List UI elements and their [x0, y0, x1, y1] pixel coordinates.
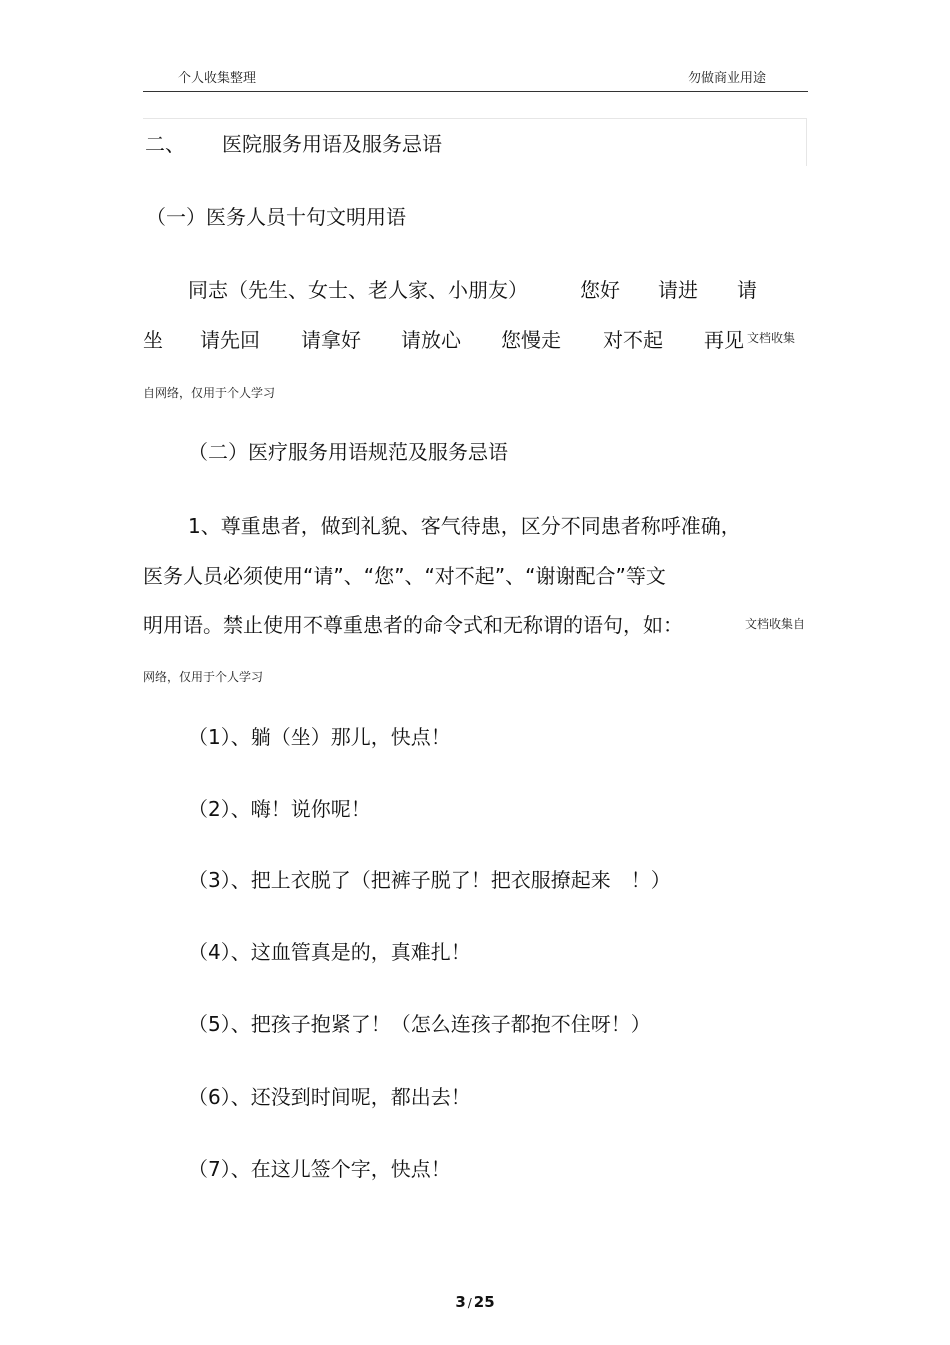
- paragraph-line: 明用语。禁止使用不尊重患者的命令式和无称谓的语句，如：: [143, 613, 683, 637]
- greeting-phrase: 请放心: [401, 328, 461, 352]
- greeting-phrase: 请: [737, 278, 757, 302]
- list-item: （2）、嗨！说你呢！: [188, 797, 371, 821]
- greeting-phrase: 您好: [580, 278, 620, 302]
- page-separator: /: [467, 1296, 472, 1310]
- greeting-phrase: 请拿好: [301, 328, 361, 352]
- source-note: 文档收集: [747, 331, 796, 345]
- greeting-phrase: 请进: [658, 278, 698, 302]
- greeting-phrase: 您慢走: [501, 328, 561, 352]
- header-right: 勿做商业用途: [688, 71, 767, 86]
- subsection-title-2: （二）医疗服务用语规范及服务忌语: [188, 440, 508, 464]
- header-left: 个人收集整理: [178, 71, 257, 86]
- source-note: 网络，仅用于个人学习: [143, 670, 264, 684]
- greeting-phrase: 对不起: [603, 328, 663, 352]
- greeting-phrase: 再见: [704, 328, 744, 352]
- greeting-phrase: 同志（先生、女士、老人家、小朋友）: [188, 278, 528, 302]
- source-note: 自网络，仅用于个人学习: [143, 386, 276, 400]
- list-item: （1）、躺（坐）那儿，快点！: [188, 725, 451, 749]
- source-note: 文档收集自: [745, 617, 806, 631]
- section-title: 医院服务用语及服务忌语: [222, 132, 442, 156]
- list-item: （3）、把上衣脱了（把裤子脱了！把衣服撩起来 ！）: [188, 868, 671, 892]
- section-number: 二、: [145, 132, 185, 156]
- current-page: 3: [455, 1293, 466, 1311]
- list-item: （5）、把孩子抱紧了！（怎么连孩子都抱不住呀！）: [188, 1012, 651, 1036]
- header-rule: [143, 91, 808, 92]
- subsection-title-1: （一）医务人员十句文明用语: [146, 205, 406, 229]
- paragraph-line: 1、尊重患者，做到礼貌、客气待患，区分不同患者称呼准确，: [188, 514, 741, 538]
- greeting-phrase: 请先回: [200, 328, 260, 352]
- list-item: （4）、这血管真是的，真难扎！: [188, 940, 471, 964]
- greeting-phrase: 坐: [143, 328, 163, 352]
- total-pages: 25: [473, 1293, 495, 1311]
- list-item: （6）、还没到时间呢，都出去！: [188, 1085, 471, 1109]
- page-number: [0, 1293, 950, 1311]
- paragraph-line: 医务人员必须使用“请”、“您”、“对不起”、“谢谢配合”等文: [143, 564, 666, 588]
- list-item: （7）、在这儿签个字，快点！: [188, 1157, 451, 1181]
